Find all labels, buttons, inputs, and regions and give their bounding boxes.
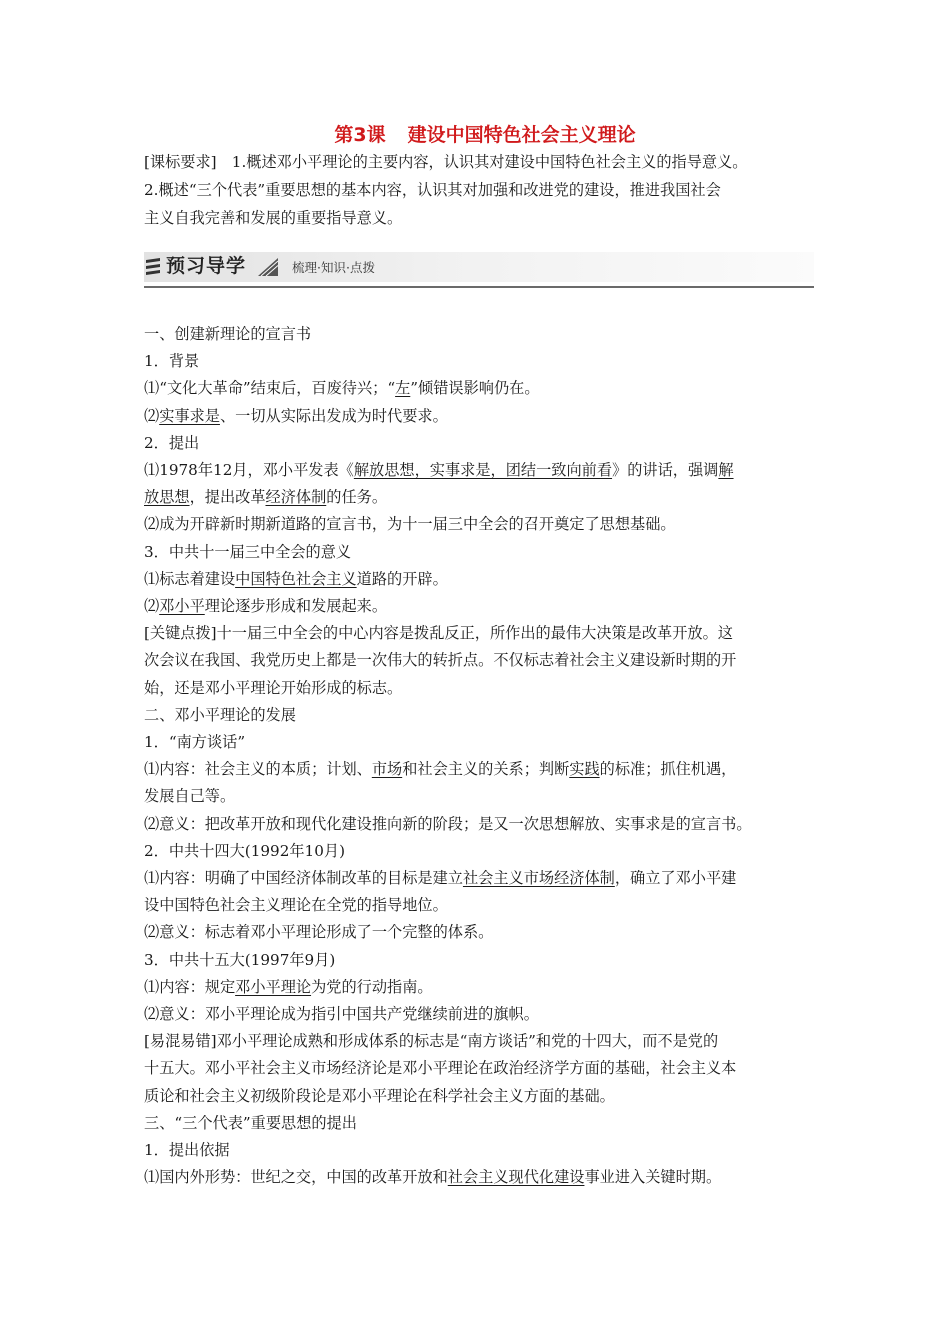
lesson-number: 第3课 bbox=[334, 124, 386, 146]
requirements-line: 2.概述“三个代表”重要思想的基本内容，认识其对加强和改进党的建设，推进我国社会 bbox=[144, 181, 721, 199]
paragraph-line: ⑴内容：社会主义的本质；计划、市场和社会主义的关系；判断实践的标准；抓住机遇， bbox=[144, 760, 737, 779]
paragraph-line: ⑴标志着建设中国特色社会主义道路的开辟。 bbox=[144, 569, 448, 588]
curriculum-requirements bbox=[144, 148, 814, 232]
note-line: [易混易错]邓小平理论成熟和形成体系的标志是“南方谈话”和党的十四大，而不是党的 bbox=[144, 1032, 719, 1051]
subheading: 1．提出依据 bbox=[144, 1141, 230, 1160]
requirements-line: [课标要求] 1.概述邓小平理论的主要内容，认识其对建设中国特色社会主义的指导意义。 bbox=[144, 153, 748, 171]
subheading: 1．“南方谈话” bbox=[144, 733, 246, 752]
paragraph-line: 设中国特色社会主义理论在全党的指导地位。 bbox=[144, 896, 448, 915]
subheading: 2．中共十四大(1992年10月) bbox=[144, 841, 345, 860]
heading-2: 二、邓小平理论的发展 bbox=[144, 705, 296, 724]
lesson-title bbox=[156, 122, 814, 148]
subheading: 3．中共十一届三中全会的意义 bbox=[144, 542, 352, 561]
paragraph-line: ⑵实事求是、一切从实际出发成为时代要求。 bbox=[144, 406, 448, 425]
paragraph-line: 发展自己等。 bbox=[144, 787, 236, 806]
section-subtitle: 梳理·知识·点拨 bbox=[292, 260, 375, 275]
paragraph-line: ⑵成为开辟新时期新道路的宣言书，为十一届三中全会的召开奠定了思想基础。 bbox=[144, 515, 676, 534]
content-body bbox=[144, 321, 814, 1192]
paragraph-line: ⑴“文化大革命”结束后，百废待兴；“左”倾错误影响仍在。 bbox=[144, 379, 540, 398]
requirements-line: 主义自我完善和发展的重要指导意义。 bbox=[144, 209, 403, 227]
note-line: 次会议在我国、我党历史上都是一次伟大的转折点。不仅标志着社会主义建设新时期的开 bbox=[144, 651, 737, 670]
paragraph-line: ⑵意义：标志着邓小平理论形成了一个完整的体系。 bbox=[144, 923, 494, 942]
subheading: 1．背景 bbox=[144, 352, 200, 371]
paragraph-line: ⑴国内外形势：世纪之交，中国的改革开放和社会主义现代化建设事业进入关键时期。 bbox=[144, 1168, 722, 1187]
note-line: 十五大。邓小平社会主义市场经济论是邓小平理论在政治经济学方面的基础，社会主义本 bbox=[144, 1059, 737, 1078]
lesson-name: 建设中国特色社会主义理论 bbox=[407, 124, 636, 146]
paragraph-line: 放思想，提出改革经济体制的任务。 bbox=[144, 488, 387, 507]
paragraph-line: ⑴内容：明确了中国经济体制改革的目标是建立社会主义市场经济体制，确立了邓小平建 bbox=[144, 869, 737, 888]
subheading: 2．提出 bbox=[144, 433, 200, 452]
paragraph-line: ⑵意义：邓小平理论成为指引中国共产党继续前进的旗帜。 bbox=[144, 1005, 539, 1024]
note-line: [关键点拨]十一届三中全会的中心内容是拨乱反正，所作出的最伟大决策是改革开放。这 bbox=[144, 624, 733, 643]
document-page bbox=[144, 122, 814, 1192]
paragraph-line: ⑵邓小平理论逐步形成和发展起来。 bbox=[144, 597, 387, 616]
note-line: 质论和社会主义初级阶段论是邓小平理论在科学社会主义方面的基础。 bbox=[144, 1086, 615, 1105]
section-title: 预习导学 bbox=[166, 255, 247, 277]
heading-3: 三、“三个代表”重要思想的提出 bbox=[144, 1113, 357, 1132]
note-line: 始，还是邓小平理论开始形成的标志。 bbox=[144, 678, 403, 697]
paragraph-line: ⑴内容：规定邓小平理论为党的行动指南。 bbox=[144, 977, 433, 996]
paragraph-line: ⑵意义：把改革开放和现代化建设推向新的阶段；是又一次思想解放、实事求是的宣言书。 bbox=[144, 814, 752, 833]
heading-1: 一、创建新理论的宣言书 bbox=[144, 325, 312, 343]
paragraph-line: ⑴1978年12月，邓小平发表《解放思想，实事求是，团结一致向前看》的讲话，强调解 bbox=[144, 461, 734, 480]
subheading: 3．中共十五大(1997年9月) bbox=[144, 950, 336, 969]
stripes-icon bbox=[146, 258, 160, 276]
section-header bbox=[144, 246, 814, 288]
triangle-icon bbox=[258, 258, 278, 276]
